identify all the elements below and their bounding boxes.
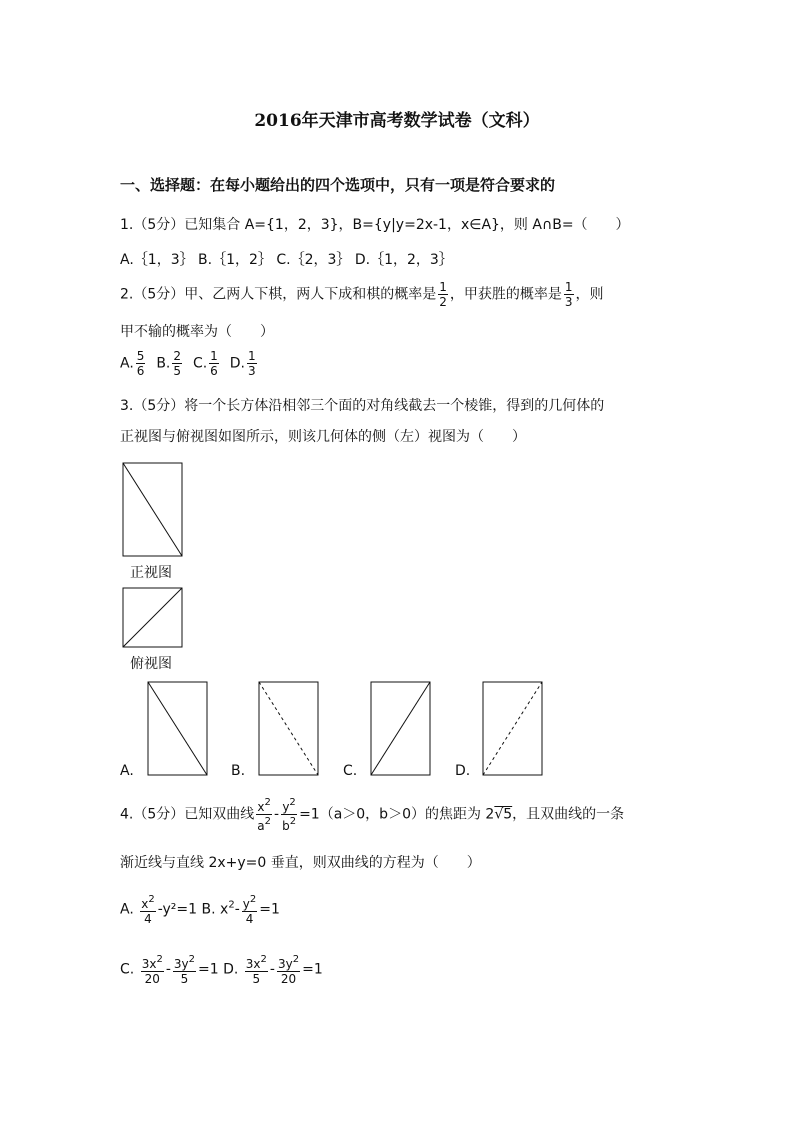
question-1-stem: 1.（5分）已知集合 A={1，2，3}，B={y|y=2x-1，x∈A}，则 A∩B=（ ） bbox=[120, 217, 630, 233]
question-2-stem: 2.（5分）甲、乙两人下棋，两人下成和棋的概率是 $\frac{1}{2}$ ，甲获胜的概率是 $\frac{1}{3}$ ，则 bbox=[120, 280, 604, 309]
question-2-options: A. $\frac{5}{6}$ B. $\frac{2}{5}$ C. $\frac{1}{6}$ D. $\frac{1}{3}$ bbox=[120, 349, 256, 378]
option-b-label: B. bbox=[231, 763, 246, 779]
question-3-stem-line2: 正视图与俯视图如图所示，则该几何体的侧（左）视图为（ ） bbox=[120, 429, 526, 445]
option-a-figure bbox=[147, 681, 209, 777]
option-d-label: D. bbox=[455, 763, 471, 779]
section-heading: 一、选择题：在每小题给出的四个选项中，只有一项是符合要求的 bbox=[120, 176, 556, 194]
question-4-stem: 4.（5分）已知双曲线 $\frac{x^2}{a^2}$ - $\frac{y^2}{b^2}$ =1（a＞0，b＞0）的焦距为 2√5，且双曲线的一条 bbox=[120, 797, 625, 833]
fraction: $\frac{1}{3}$ bbox=[564, 280, 573, 309]
option-c-figure bbox=[370, 681, 432, 777]
question-4-stem-line2: 渐近线与直线 2x+y=0 垂直，则双曲线的方程为（ ） bbox=[120, 855, 481, 871]
option-a-label: A. bbox=[120, 763, 134, 779]
option-d-figure bbox=[482, 681, 544, 777]
page-title: 2016年天津市高考数学试卷（文科） bbox=[254, 111, 540, 131]
front-view-caption: 正视图 bbox=[130, 565, 172, 581]
sqrt-5: √5 bbox=[494, 806, 513, 823]
option-c-label: C. bbox=[343, 763, 358, 779]
question-4-options-ab: A. $\frac{x^2}{4}$ -y²=1 B. $x^2-$ $\frac{y^2}{4}$ =1 bbox=[120, 894, 280, 926]
question-3-stem-line1: 3.（5分）将一个长方体沿相邻三个面的对角线截去一个棱锥，得到的几何体的 bbox=[120, 398, 605, 414]
top-view-caption: 俯视图 bbox=[130, 656, 172, 672]
question-4-options-cd: C. $\frac{3x^2}{20}$ - $\frac{3y^2}{5}$ =1 D. $\frac{3x^2}{5}$ - $\frac{3y^2}{20}$ =1 bbox=[120, 954, 323, 986]
question-1-options: A.｛1，3｝ B.｛1，2｝ C.｛2，3｝ D.｛1，2，3｝ bbox=[120, 252, 453, 268]
option-b-figure bbox=[258, 681, 320, 777]
front-view-figure bbox=[122, 462, 184, 558]
top-view-figure bbox=[122, 587, 184, 649]
fraction: $\frac{1}{2}$ bbox=[439, 280, 447, 309]
question-2-stem-line2: 甲不输的概率为（ ） bbox=[120, 324, 274, 340]
